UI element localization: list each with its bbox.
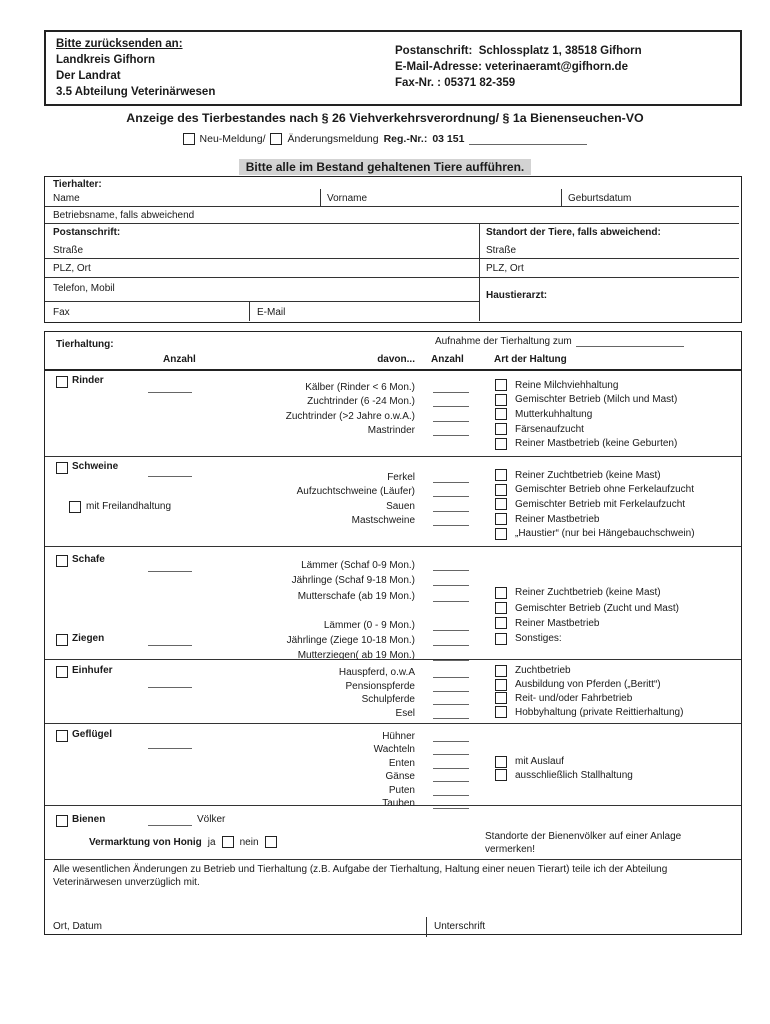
regnr-value: 03 151 — [432, 133, 465, 145]
freilandhaltung-label: mit Freilandhaltung — [86, 501, 172, 512]
col-header-anzahl2: Anzahl — [431, 354, 464, 365]
divider — [249, 301, 250, 321]
bienen-label: Bienen — [72, 814, 106, 825]
ziegen-label: Ziegen — [72, 633, 105, 644]
bienen-hinweis: Standorte der Bienenvölker auf einer Anlage vermerken! — [485, 831, 682, 855]
declaration-text: Alle wesentlichen Änderungen zu Betrieb und Tierhaltung (z.B. Aufgabe der Tierhaltung, Haltung einer neuen Tierart) teile ich der Abteilung Veterinärwesen unverzüglich mit. — [53, 864, 668, 888]
rinder-label: Rinder — [72, 375, 104, 386]
row-rinder — [45, 369, 741, 456]
contact-email: E-Mail-Adresse: veterinaeramt@gifhorn.de — [395, 61, 628, 73]
art-label: Reiner Mastbetrieb — [515, 513, 600, 525]
tierhalter-title: Tierhalter: — [53, 179, 102, 190]
art-checkbox[interactable] — [495, 513, 507, 525]
neu-meldung-label: Neu-Meldung/ — [199, 133, 266, 145]
tierhaltung-header — [45, 332, 741, 369]
ja-label: ja — [207, 836, 216, 848]
davon-anzahl-blank[interactable] — [433, 636, 469, 646]
vorname-field-label[interactable]: Vorname — [327, 193, 368, 204]
davon-label: Jährlinge (Ziege 10-18 Mon.) — [286, 635, 415, 646]
email-field-label[interactable]: E-Mail — [257, 307, 286, 318]
ziegen-checkbox[interactable] — [56, 634, 68, 646]
divider — [426, 917, 427, 937]
davon-anzahl-blank[interactable] — [433, 576, 469, 586]
ziegen-davon-list — [225, 616, 469, 661]
schweine-checkbox[interactable] — [56, 462, 68, 474]
davon-label: Esel — [395, 708, 415, 720]
return-address-title: Bitte zurücksenden an: — [56, 38, 183, 50]
davon-anzahl-blank[interactable] — [433, 561, 469, 571]
regnr-blank-field[interactable] — [469, 134, 587, 145]
schafe-label: Schafe — [72, 554, 105, 565]
plz-links-field-label[interactable]: PLZ, Ort — [53, 263, 91, 274]
davon-label: Mutterziegen( ab 19 Mon.) — [297, 650, 415, 661]
davon-anzahl-blank[interactable] — [433, 412, 469, 422]
col-header-anzahl: Anzahl — [163, 354, 196, 365]
davon-anzahl-blank[interactable] — [433, 772, 469, 782]
postanschrift-label: Postanschrift: — [53, 227, 121, 238]
plz-rechts-field-label[interactable]: PLZ, Ort — [486, 263, 524, 274]
aufnahme-blank-field[interactable] — [576, 336, 684, 347]
divider — [45, 258, 739, 259]
schweine-anzahl-blank[interactable] — [148, 466, 192, 477]
strasse-rechts-field-label[interactable]: Straße — [486, 245, 517, 256]
meldung-row — [0, 133, 770, 145]
schafe-checkbox[interactable] — [56, 555, 68, 567]
ort-datum-field-label[interactable]: Ort, Datum — [53, 921, 102, 932]
gefluegel-davon-list — [225, 728, 469, 809]
davon-anzahl-blank[interactable] — [433, 592, 469, 602]
davon-label: Wachteln — [373, 744, 415, 755]
davon-anzahl-blank[interactable] — [433, 745, 469, 755]
telefon-field-label[interactable]: Telefon, Mobil — [53, 283, 115, 294]
art-label: Sonstiges: — [515, 633, 562, 645]
davon-label: Puten — [388, 784, 415, 796]
art-checkbox[interactable] — [495, 379, 507, 391]
davon-anzahl-blank[interactable] — [433, 516, 469, 526]
davon-anzahl-blank[interactable] — [433, 732, 469, 742]
art-checkbox[interactable] — [495, 679, 507, 691]
davon-label: Tauben — [382, 798, 415, 809]
davon-label: Aufzuchtschweine (Läufer) — [296, 486, 415, 498]
art-checkbox[interactable] — [495, 769, 507, 781]
row-gefluegel — [45, 723, 741, 809]
davon-label: Mastrinder — [367, 425, 415, 437]
haustierarzt-label[interactable]: Haustierarzt: — [486, 290, 548, 301]
divider — [479, 223, 480, 321]
bienen-anzahl-blank[interactable] — [148, 815, 192, 826]
davon-label: Zuchtrinder (>2 Jahre o.w.A.) — [285, 410, 415, 422]
davon-anzahl-blank[interactable] — [433, 426, 469, 436]
davon-label: Sauen — [386, 500, 415, 512]
art-checkbox[interactable] — [495, 633, 507, 645]
tierhalter-table — [44, 176, 742, 323]
schweine-label: Schweine — [72, 461, 119, 472]
davon-label: Hauspferd, o.w.A — [338, 666, 415, 678]
einhufer-davon-list — [225, 664, 469, 719]
aufnahme-label: Aufnahme der Tierhaltung zum — [435, 336, 572, 347]
return-address-line: Landkreis Gifhorn — [56, 54, 156, 66]
return-address-line: 3.5 Abteilung Veterinärwesen — [56, 86, 216, 98]
art-checkbox[interactable] — [495, 756, 507, 768]
freilandhaltung-checkbox[interactable] — [69, 501, 81, 513]
davon-label: Lämmer (Schaf 0-9 Mon.) — [301, 559, 415, 571]
bienen-checkbox[interactable] — [56, 815, 68, 827]
row-bienen — [45, 805, 741, 859]
art-label: Reit- und/oder Fahrbetrieb — [515, 692, 633, 704]
aenderungsmeldung-label: Änderungsmeldung — [287, 133, 379, 145]
fax-field-label[interactable]: Fax — [53, 307, 70, 318]
gefluegel-label: Geflügel — [72, 729, 113, 740]
rinder-art-list — [495, 378, 677, 451]
rinder-checkbox[interactable] — [56, 376, 68, 388]
name-field-label[interactable]: Name — [53, 193, 80, 204]
art-label: Gemischter Betrieb ohne Ferkelaufzucht — [515, 484, 694, 496]
davon-anzahl-blank[interactable] — [433, 487, 469, 497]
einhufer-anzahl-blank[interactable] — [148, 677, 192, 688]
art-checkbox[interactable] — [495, 587, 507, 599]
davon-label: Pensionspferde — [345, 680, 415, 692]
davon-label: Hühner — [382, 730, 415, 742]
row-signature — [45, 859, 741, 936]
davon-anzahl-blank[interactable] — [433, 695, 469, 705]
aufnahme-row — [435, 336, 684, 347]
art-checkbox[interactable] — [495, 438, 507, 450]
banner-text: Bitte alle im Bestand gehaltenen Tiere aufführen. — [239, 159, 532, 175]
davon-label: Mutterschafe (ab 19 Mon.) — [297, 590, 415, 602]
davon-label: Zuchtrinder (6 -24 Mon.) — [307, 396, 415, 408]
nein-label: nein — [239, 836, 259, 848]
davon-label: Kälber (Rinder < 6 Mon.) — [305, 381, 415, 393]
art-label: Mutterkuhhaltung — [515, 408, 593, 420]
schafe-davon-list — [225, 555, 469, 602]
col-header-art: Art der Haltung — [494, 354, 567, 365]
ziegen-anzahl-blank[interactable] — [148, 635, 192, 646]
davon-label: Jährlinge (Schaf 9-18 Mon.) — [291, 575, 415, 586]
divider — [320, 189, 321, 206]
honig-nein-checkbox[interactable] — [265, 836, 277, 848]
art-label: Reiner Mastbetrieb (keine Geburten) — [515, 438, 678, 450]
return-address-line: Der Landrat — [56, 70, 121, 82]
art-checkbox[interactable] — [495, 617, 507, 629]
schweine-art-list — [495, 468, 695, 541]
einhufer-label: Einhufer — [72, 665, 113, 676]
einhufer-checkbox[interactable] — [56, 666, 68, 678]
art-label: Gemischter Betrieb (Zucht und Mast) — [515, 602, 679, 614]
art-checkbox[interactable] — [495, 394, 507, 406]
schweine-davon-list — [225, 468, 469, 526]
honig-ja-checkbox[interactable] — [222, 836, 234, 848]
schafe-ziegen-art-list — [495, 585, 679, 647]
art-label: Färsenaufzucht — [515, 423, 584, 435]
voelker-label: Völker — [197, 814, 226, 825]
davon-anzahl-blank[interactable] — [433, 621, 469, 631]
row-schweine — [45, 456, 741, 546]
art-label: Gemischter Betrieb (Milch und Mast) — [515, 394, 678, 406]
davon-anzahl-blank[interactable] — [433, 709, 469, 719]
art-label: ausschließlich Stallhaltung — [515, 769, 633, 781]
art-checkbox[interactable] — [495, 469, 507, 481]
art-label: Zuchtbetrieb — [515, 665, 571, 677]
davon-anzahl-blank[interactable] — [433, 383, 469, 393]
art-checkbox[interactable] — [495, 498, 507, 510]
rinder-anzahl-blank[interactable] — [148, 382, 192, 393]
tierhaltung-table — [44, 331, 742, 935]
banner-wrap — [0, 158, 770, 176]
form-title: Anzeige des Tierbestandes nach § 26 Viehverkehrsverordnung/ § 1a Bienenseuchen-VO — [126, 111, 644, 125]
honig-row — [89, 836, 277, 848]
divider — [45, 301, 479, 302]
davon-anzahl-blank[interactable] — [433, 786, 469, 796]
row-schafe-ziegen — [45, 546, 741, 659]
col-header-davon: davon... — [377, 354, 415, 365]
art-label: Reine Milchviehhaltung — [515, 379, 619, 391]
davon-label: Gänse — [385, 771, 415, 782]
header-address-box — [44, 30, 742, 106]
art-checkbox[interactable] — [495, 408, 507, 420]
standort-label: Standort der Tiere, falls abweichend: — [486, 227, 661, 238]
neu-meldung-checkbox[interactable] — [183, 133, 195, 145]
return-address-block — [56, 36, 215, 100]
schafe-anzahl-blank[interactable] — [148, 561, 192, 572]
art-checkbox[interactable] — [495, 423, 507, 435]
davon-label: Lämmer (0 - 9 Mon.) — [323, 620, 415, 631]
gefluegel-anzahl-blank[interactable] — [148, 738, 192, 749]
davon-anzahl-blank[interactable] — [433, 759, 469, 769]
aenderungsmeldung-checkbox[interactable] — [270, 133, 282, 145]
divider — [45, 277, 739, 278]
art-checkbox[interactable] — [495, 528, 507, 540]
art-checkbox[interactable] — [495, 602, 507, 614]
davon-anzahl-blank[interactable] — [433, 502, 469, 512]
davon-label: Mastschweine — [351, 515, 415, 527]
art-checkbox[interactable] — [495, 692, 507, 704]
art-label: Reiner Zuchtbetrieb (keine Mast) — [515, 469, 661, 481]
contact-postal: Postanschrift: Schlossplatz 1, 38518 Gifhorn — [395, 45, 642, 57]
davon-anzahl-blank[interactable] — [433, 397, 469, 407]
strasse-links-field-label[interactable]: Straße — [53, 245, 84, 256]
davon-label: Enten — [388, 757, 415, 769]
art-checkbox[interactable] — [495, 484, 507, 496]
art-label: Ausbildung von Pferden („Beritt“) — [515, 679, 661, 691]
art-label: Reiner Mastbetrieb — [515, 617, 600, 629]
art-label: „Haustier“ (nur bei Hängebauchschwein) — [515, 528, 695, 540]
vermarktung-label: Vermarktung von Honig — [89, 836, 202, 848]
contact-fax: Fax-Nr. : 05371 82-359 — [395, 77, 516, 89]
art-label: mit Auslauf — [515, 756, 564, 768]
regnr-label: Reg.-Nr.: — [383, 133, 428, 145]
davon-anzahl-blank[interactable] — [433, 668, 469, 678]
davon-anzahl-blank[interactable] — [433, 473, 469, 483]
divider — [45, 223, 739, 224]
art-checkbox[interactable] — [495, 665, 507, 677]
contact-block — [395, 43, 642, 91]
gefluegel-art-list — [495, 755, 633, 782]
geburtsdatum-field-label[interactable]: Geburtsdatum — [568, 193, 632, 204]
davon-anzahl-blank[interactable] — [433, 682, 469, 692]
unterschrift-field-label[interactable]: Unterschrift — [434, 921, 486, 932]
einhufer-art-list — [495, 664, 683, 719]
rinder-davon-list — [225, 378, 469, 436]
betriebsname-field-label[interactable]: Betriebsname, falls abweichend — [53, 210, 195, 221]
row-einhufer — [45, 659, 741, 723]
divider — [561, 189, 562, 206]
art-label: Reiner Zuchtbetrieb (keine Mast) — [515, 587, 661, 599]
davon-label: Ferkel — [387, 471, 415, 483]
tierhaltung-title: Tierhaltung: — [56, 339, 114, 350]
art-label: Gemischter Betrieb mit Ferkelaufzucht — [515, 498, 686, 510]
art-label: Hobbyhaltung (private Reittierhaltung) — [515, 706, 684, 718]
divider — [45, 206, 739, 207]
art-checkbox[interactable] — [495, 706, 507, 718]
davon-label: Schulpferde — [361, 694, 415, 706]
gefluegel-checkbox[interactable] — [56, 730, 68, 742]
